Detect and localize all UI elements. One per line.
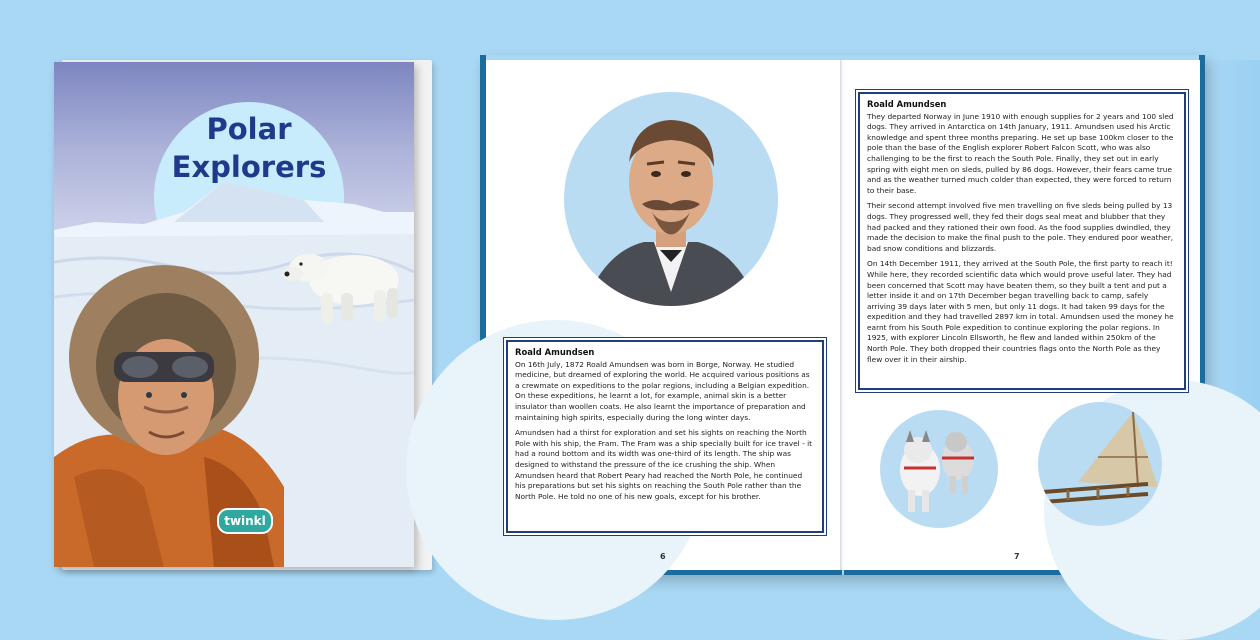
biography-paragraph: Their second attempt involved five men travelling on five sleds being pulled by 13 dogs. They progressed well, they fed their dogs seal meat and blubber that they had packed and they rationed their own food. As the food supplies dwindled, they made the decision to make the final push to the pole. They endured poor weather, bad snow conditions and blizzards. [867,201,1174,253]
amundsen-portrait [564,92,778,306]
biography-paragraph: Amundsen had a thirst for exploration and set his sights on reaching the North Pole with his ship, the Fram. The Fram was a ship specially built for ice travel - it had a round bottom and its width was one-third of its length. The ship was designed to withstand the pressure of the ice crushing the ship. When Amundsen heard that Robert Peary had reached the North Pole, he continued his preparations but set his sights on reaching the South Pole rather than the North Pole. He told no one of his new goals, except for his brother. [515,428,813,501]
biography-paragraph: On 16th July, 1872 Roald Amundsen was born in Borge, Norway. He studied medicine, but dreamed of exploring the world. He acquired various positions as a crewmate on expeditions to the polar regions, including a Belgian expedition. On these expeditions, he learnt a lot, for example, animal skin is a better insulator than woollen coats. He also learnt the importance of preparation and maintaining high spirits, especially during the long winter days. [515,359,810,422]
page-6 [486,60,842,570]
cover-title-line2: Explorers [171,150,327,184]
cover-title-line1: Polar [206,112,292,146]
open-booklet [480,55,1205,575]
biography-paragraph: On 14th December 1911, they arrived at the South Pole, the first party to reach it! While here, they recorded scientific data which would prove useful later. They had been concerned that Scott may have beaten them, so they built a tent and put a letter inside it and on 17th December began travelling back to camp, safely arriving 39 days later with 5 men, but only 11 dogs. It had taken 99 days for the expedition and they had travelled 2897 km in total. Amundsen used the money he earnt from his South Pole expedition to continue exploring the polar regions. In 1925, with explorer Lincoln Ellsworth, he flew and landed within 250km of the North Pole. They both dropped their countries flags onto the North Pole as they flew over it in their airship. [867,259,1174,364]
twinkl-logo: twinkl [217,508,273,534]
sled-image [1038,402,1162,526]
sled-dogs-image [880,410,998,528]
amundsen-biography-box-part1 [506,340,824,533]
amundsen-biography-box-part2 [858,92,1186,390]
page-number: 7 [1014,552,1020,561]
page-number: 6 [660,552,666,561]
box-heading: Roald Amundsen [867,99,947,109]
box-heading: Roald Amundsen [515,347,595,357]
biography-paragraph: They departed Norway in June 1910 with enough supplies for 2 years and 100 sled dogs. They arrived in Antarctica on 14th January, 1911. Amundsen used his Arctic knowledge and spent three months preparing. He set up base 100km closer to the pole than the base of the English explorer Robert Falcon Scott, who was also challenging to be the first to reach the South Pole. Finally, they set out in early spring with eight men on sleds, pulled by 86 dogs. However, their fears came true and as the weather turned much colder than expected, they were forced to return to their base. [867,111,1174,195]
amundsen-portrait-illustration [564,92,778,306]
sled-dogs-illustration [880,410,998,528]
polar-bear-illustration [279,238,409,328]
booklet-cover [54,62,414,567]
page-7 [844,60,1200,570]
sled-illustration [1038,402,1162,526]
